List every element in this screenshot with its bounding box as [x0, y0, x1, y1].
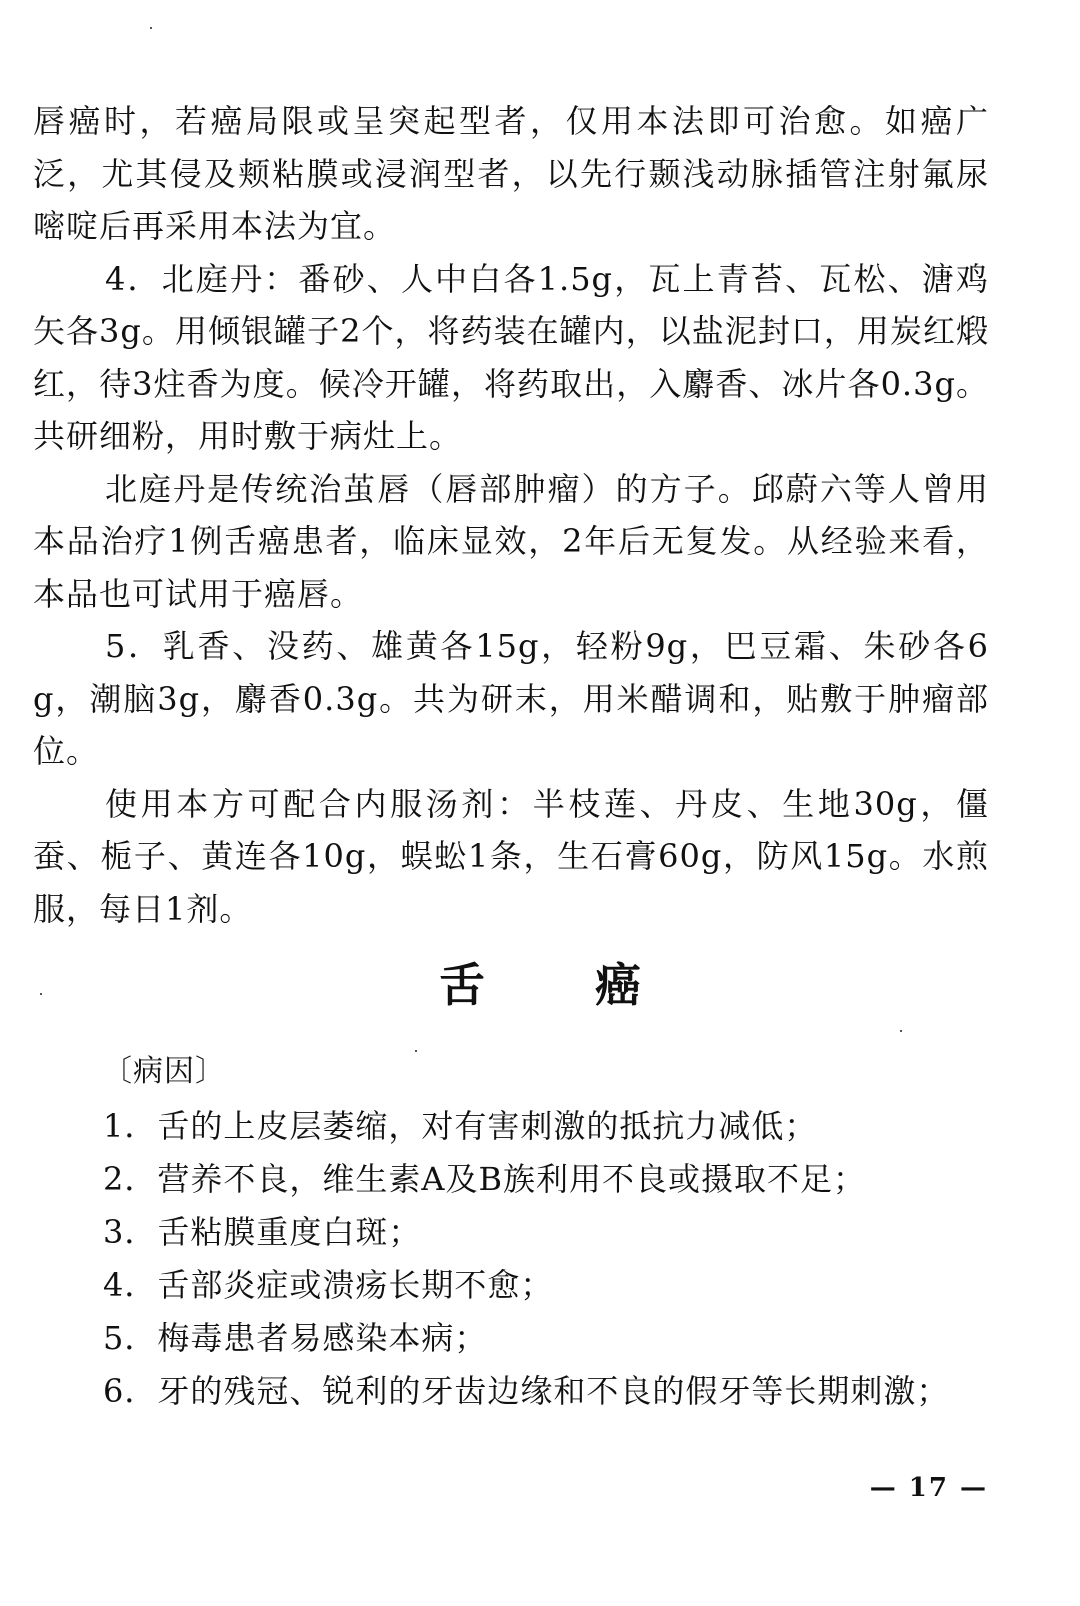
- list-item: 5．梅毒患者易感染本病；: [103, 1319, 488, 1357]
- list-item: 4．舌部炎症或溃疡长期不愈；: [103, 1266, 554, 1304]
- paragraph-beitingdan-recipe: 4．北庭丹：番砂、人中白各1.5g，瓦上青苔、瓦松、溏鸡矢各3g。用倾银罐子2个，将药装在罐内，以盐泥封口，用炭红煅红，待3炷香为度。候冷开罐，将药取出，入麝香、冰片各0.3g。共研细粉，用时敷于病灶上。: [33, 259, 989, 455]
- list-item: 3．舌粘膜重度白斑；: [103, 1213, 422, 1251]
- cause-list: [33, 1100, 989, 1418]
- cause-subheading: 〔病因〕: [102, 1054, 226, 1089]
- list-item: 1．舌的上皮层萎缩，对有害刺激的抵抗力减低；: [103, 1107, 818, 1145]
- page-number: — 17 —: [869, 1473, 988, 1503]
- paragraph-decoction: 使用本方可配合内服汤剂：半枝莲、丹皮、生地30g，僵蚕、栀子、黄连各10g，蜈蚣1条，生石膏60g，防风15g。水煎服，每日1剂。: [33, 784, 989, 928]
- paragraph-lip-cancer-treatment: 唇癌时，若癌局限或呈突起型者，仅用本法即可治愈。如癌广泛，尤其侵及颊粘膜或浸润型者，以先行颞浅动脉插管注射氟尿嘧啶后再采用本法为宜。: [33, 102, 989, 245]
- paragraph-beitingdan-notes: 北庭丹是传统治茧唇（唇部肿瘤）的方子。邱蔚六等人曾用本品治疗1例舌癌患者，临床显效，2年后无复发。从经验来看，本品也可试用于癌唇。: [33, 469, 989, 613]
- scan-speck: [415, 1050, 417, 1052]
- scan-speck: [40, 993, 42, 995]
- paragraph-recipe-5: 5．乳香、没药、雄黄各15g，轻粉9g，巴豆霜、朱砂各6g，潮脑3g，麝香0.3g。共为研末，用米醋调和，贴敷于肿瘤部位。: [33, 627, 989, 770]
- scan-speck: [900, 1030, 902, 1032]
- list-item: 2．营养不良，维生素A及B族利用不良或摄取不足；: [103, 1160, 866, 1198]
- list-item: 6．牙的残冠、锐利的牙齿边缘和不良的假牙等长期刺激；: [103, 1372, 950, 1410]
- scan-speck: [150, 27, 152, 29]
- section-title: 舌癌: [439, 958, 751, 1012]
- body-text: [33, 95, 989, 935]
